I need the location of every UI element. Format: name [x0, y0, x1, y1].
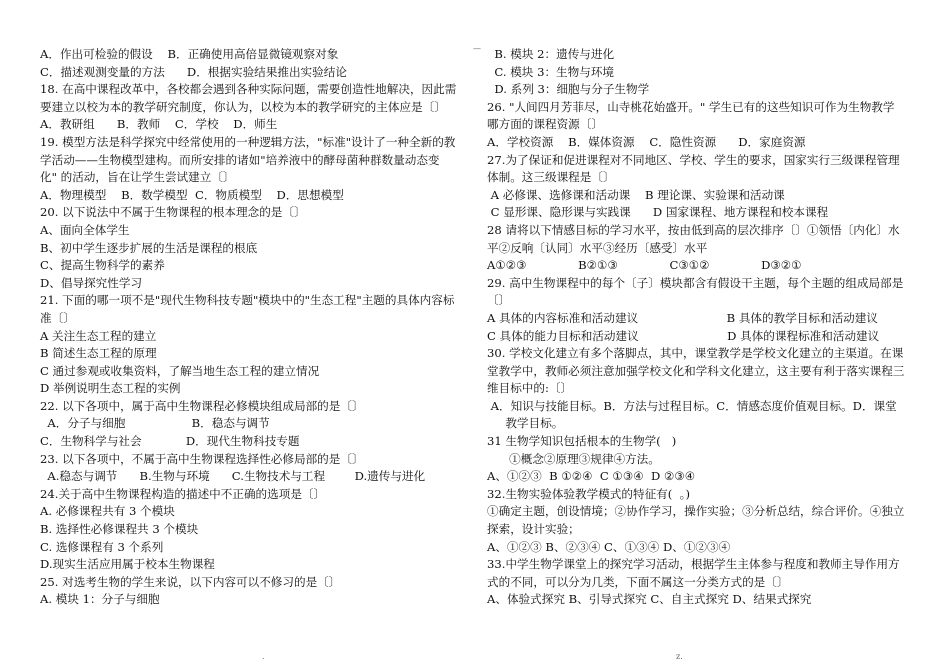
left-text-line: D 举例说明生态工程的实例 [40, 381, 181, 396]
left-text-line: 18. 在高中课程改革中，各校都会遇到各种实际问题，需要创造性地解决，因此需 [40, 82, 457, 97]
left-text-line: 23. 以下各项中，不属于高中生物课程选择性必修局部的是〔〕 [40, 451, 364, 466]
left-text-line: 25. 对选考生物的学生来说，以下内容可以不修习的是〔〕 [40, 574, 341, 589]
left-text-line: D.现实生活应用属于校本生物课程 [40, 557, 215, 572]
left-text-line: D、倡导探究性学习 [40, 275, 143, 290]
right-text-line: D. 系列 3：细胞与分子生物学 [487, 82, 650, 97]
right-text-line: A、①②③ B、②③④ C、①③④ D、①②③④ [487, 539, 731, 554]
left-text-line: C 通过参观或收集资料，了解当地生态工程的建立情况 [40, 363, 320, 378]
left-text-line: 要建立以校为本的教学研究制度，你认为，以校为本的教学研究的主体应是〔〕 [40, 99, 446, 114]
left-text-line: B. 选择性必修课程共 3 个模块 [40, 522, 199, 537]
right-text-line: 33.中学生物学课堂上的探究学习活动，根据学生主体参与程度和教师主导作用方 [487, 557, 900, 572]
bottom-right-mark: z. [676, 652, 683, 661]
left-text-line: C．描述观测变量的方法 D．根据实验结果推出实验结论 [40, 64, 347, 79]
right-text-line: 32.生物实验体验教学模式的特征有( 。) [487, 486, 690, 501]
left-text-line: 21. 下面的哪一项不是"现代生物科技专题"模块中的"生态工程"主题的具体内容标 [40, 293, 455, 308]
left-text-line: C. 选修课程有 3 个系列 [40, 539, 164, 554]
right-text-line: 堂教学中，教师必须注意加强学校文化和学科文化建立，这主要有利于落实课程三 [487, 363, 905, 378]
right-text-line: 27.为了保证和促进课程对不同地区、学校、学生的要求，国家实行三级课程管理 [487, 152, 900, 167]
right-text-line: A、体验式探究 B、引导式探究 C、自主式探究 D、结果式探究 [487, 592, 812, 607]
right-text-line: 式的不同，可以分为几类，下面不属这一分类方式的是〔〕 [487, 574, 789, 589]
right-text-line: 探索，设计实验； [487, 522, 580, 537]
right-text-line: A 必修课、选修课和活动课 B 理论课、实验课和活动课 [487, 187, 785, 202]
left-text-line: A. 模块 1：分子与细胞 [40, 592, 160, 607]
right-text-line: 维目标中的:〔〕 [487, 381, 573, 396]
right-text-line: A、①②③ B ①②④ C ①③④ D ②③④ [487, 469, 696, 484]
left-text-line: B、初中学生逐步扩展的生活是课程的根底 [40, 240, 258, 255]
right-text-line: 26. "人间四月芳菲尽，山寺桃花始盛开。" 学生已有的这些知识可作为生物教学 [487, 99, 895, 114]
right-text-line: 28 请将以下情感目标的学习水平，按由低到高的层次排序〔〕①领悟〔内化〕水 [487, 222, 900, 237]
right-text-line: 〔〕 [487, 293, 511, 308]
right-text-line: 平②反响〔认同〕水平③经历〔感受〕水平 [487, 240, 708, 255]
right-text-line: A①②③ B②①③ C③①② D③②① [487, 258, 802, 273]
left-text-line: A．作出可检验的假设 B．正确使用高倍显微镜观察对象 [40, 47, 339, 61]
left-text-line: B 简述生态工程的原理 [40, 346, 157, 361]
left-text-line: A、面向全体学生 [40, 222, 130, 237]
left-text-line: A．教研组 B．教师 C．学校 D．师生 [40, 117, 278, 132]
left-text-line: A．分子与细胞 B．稳态与调节 [40, 416, 270, 431]
left-text-line: C．生物科学与社会 D．现代生物科技专题 [40, 434, 300, 449]
right-text-line: ①确定主题，创设情境；②协作学习，操作实验；③分析总结，综合评价。④独立 [487, 504, 905, 519]
left-column [40, 46, 470, 609]
right-text-line: B. 模块 2：遗传与进化 [487, 47, 615, 61]
right-text-line: A．知识与技能目标。B．方法与过程目标。C．情感态度价值观目标。D．课堂 [487, 398, 897, 413]
right-text-line: C 显形课、隐形课与实践课 D 国家课程、地方课程和校本课程 [487, 205, 829, 220]
left-text-line: A.稳态与调节 B.生物与环境 C.生物技术与工程 D.遗传与进化 [40, 469, 426, 484]
right-text-line: C 具体的能力目标和活动建议 D 具体的课程标准和活动建议 [487, 328, 880, 343]
left-text-line: 19. 模型方法是科学探究中经常使用的一种逻辑方法，"标准"设计了一种全新的教 [40, 134, 456, 149]
left-text-line: 22. 以下各项中，属于高中生物课程必修模块组成局部的是〔〕 [40, 398, 364, 413]
left-text-line: 化" 的活动，旨在让学生尝试建立〔〕 [40, 170, 235, 185]
right-text-line: 30. 学校文化建立有多个落脚点，其中，课堂教学是学校文化建立的主渠道。在课 [487, 346, 904, 361]
left-text-line: 学活动——生物模型建构。而所安排的诸如"培养液中的酵母菌种群数量动态变 [40, 152, 440, 167]
left-text-line: C、提高生物科学的素养 [40, 258, 165, 273]
left-text-line: A．物理模型 B．数学模型 C．物质模型 D．思想模型 [40, 187, 344, 202]
right-text-line: 哪方面的课程资源〔〕 [487, 117, 603, 132]
left-text-line: A. 必修课程共有 3 个模块 [40, 504, 175, 519]
right-text-line: 教学目标。 [487, 416, 564, 431]
left-text-line: 20. 以下说法中不属于生物课程的根本理念的是〔〕 [40, 205, 306, 220]
right-column [487, 46, 920, 609]
top-mark: — [473, 44, 481, 53]
bottom-left-mark: . [262, 652, 265, 661]
right-text-line: ①概念②原理③规律④方法。 [487, 451, 660, 466]
left-text-line: 准〔〕 [40, 310, 75, 325]
right-text-line: 31 生物学知识包括根本的生物学( ) [487, 434, 677, 449]
right-text-line: 体制。这三级课程是〔〕 [487, 170, 615, 185]
left-text-line: A 关注生态工程的建立 [40, 328, 157, 343]
left-text-line: 24.关于高中生物课程构造的描述中不正确的选项是〔〕 [40, 486, 326, 501]
right-text-line: C. 模块 3：生物与环境 [487, 64, 615, 79]
right-text-line: A 具体的内容标准和活动建议 B 具体的教学目标和活动建议 [487, 310, 878, 325]
right-text-line: 29. 高中生物课程中的每个〔子〕模块都含有假设干主题，每个主题的组成局部是 [487, 275, 904, 290]
right-text-line: A．学校资源 B．媒体资源 C．隐性资源 D．家庭资源 [487, 134, 806, 149]
